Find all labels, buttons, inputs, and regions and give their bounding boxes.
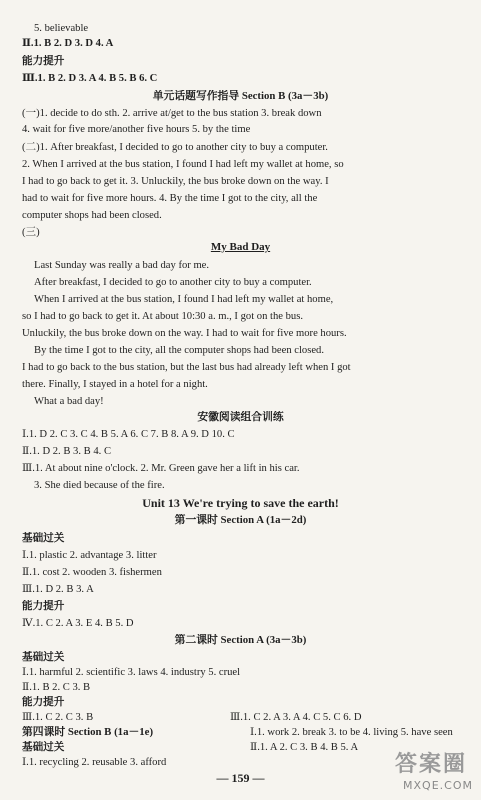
section-heading: 基础过关 [22, 652, 65, 663]
answer-line: Ⅲ.1. C 2. C 3. B [22, 712, 94, 723]
answer-line: Ⅳ.1. C 2. A 3. E 4. B 5. D [22, 618, 134, 629]
answer-line: (三) [22, 227, 40, 238]
essay-line: so I had to go back to get it. At about 10:30 a. m., I got on the bus. [22, 311, 303, 322]
answer-line: Ⅱ.1. B 2. D 3. D 4. A [22, 38, 114, 49]
essay-line: When I arrived at the bus station, I found I had left my wallet at home, [34, 294, 334, 305]
answer-line: 4. wait for five more/another five hours 5. by the time [22, 124, 251, 135]
section-heading: 基础过关 [22, 742, 65, 753]
answer-line: Ⅱ.1. D 2. B 3. B 4. C [22, 446, 112, 457]
answer-line: (二)1. After breakfast, I decided to go to another city to buy a computer. [22, 142, 328, 153]
answer-line: Ⅲ.1. B 2. D 3. A 4. B 5. B 6. C [22, 73, 158, 84]
answer-line: Ⅲ.1. At about nine o'clock. 2. Mr. Green gave her a lift in his car. [22, 463, 300, 474]
answer-line: Ⅱ.1. B 2. C 3. B [22, 682, 91, 693]
lesson-title: 第一课时 Section A (1a－2d) [174, 514, 307, 526]
page-number: — 159 — [216, 771, 265, 785]
lesson-title: 第二课时 Section A (3a－3b) [174, 634, 307, 646]
essay-line: By the time I got to the city, all the computer shops had been closed. [34, 345, 324, 356]
section-heading: 基础过关 [22, 533, 65, 544]
lesson-title: 第四课时 Section B (1a－1e) [22, 726, 154, 738]
section-heading: 能力提升 [22, 601, 65, 612]
answer-line: Ⅰ.1. D 2. C 3. C 4. B 5. A 6. C 7. B 8. A 9. D 10. C [22, 429, 235, 440]
watermark-url: MXQE.COM [403, 779, 473, 792]
essay-line: I had to go back to the bus station, but the last bus had already left when I got [22, 362, 351, 373]
section-title: 单元话题写作指导 Section B (3a－3b) [152, 90, 329, 102]
watermark-logo-text: 答案圈 [394, 752, 467, 777]
essay-title: My Bad Day [210, 241, 271, 253]
essay-line: Unluckily, the bus broke down on the way. I had to wait for five more hours. [22, 328, 347, 339]
answer-line: 3. She died because of the fire. [34, 480, 165, 491]
answer-line: Ⅲ.1. D 2. B 3. A [22, 584, 94, 595]
answer-line: (一)1. decide to do sth. 2. arrive at/get to the bus station 3. break down [22, 108, 322, 119]
answer-line: Ⅰ.1. plastic 2. advantage 3. litter [22, 550, 157, 561]
unit-title: Unit 13 We're trying to save the earth! [142, 497, 339, 510]
essay-line: What a bad day! [34, 396, 104, 407]
section-heading: 能力提升 [22, 56, 65, 67]
essay-line: Last Sunday was really a bad day for me. [34, 260, 210, 271]
answer-line: Ⅰ.1. harmful 2. scientific 3. laws 4. industry 5. cruel [22, 667, 241, 678]
answer-line: Ⅲ.1. C 2. A 3. A 4. C 5. C 6. D [230, 712, 362, 723]
essay-line: After breakfast, I decided to go to another city to buy a computer. [34, 277, 312, 288]
answer-line: I had to go back to get it. 3. Unluckily, the bus broke down on the way. I [22, 176, 329, 187]
answer-line: had to wait for five more hours. 4. By the time I got to the city, all the [22, 193, 318, 204]
section-title: 安徽阅读组合训练 [197, 411, 284, 423]
answer-line: Ⅰ.1. work 2. break 3. to be 4. living 5. have seen [250, 727, 453, 738]
answer-line: computer shops had been closed. [22, 210, 162, 221]
answer-line: 5. believable [34, 23, 89, 34]
answer-line: Ⅱ.1. A 2. C 3. B 4. B 5. A [250, 742, 359, 753]
answer-line: Ⅰ.1. recycling 2. reusable 3. afford [22, 757, 167, 768]
essay-line: there. Finally, I stayed in a hotel for a night. [22, 379, 208, 390]
answer-line: Ⅱ.1. cost 2. wooden 3. fishermen [22, 567, 162, 578]
section-heading: 能力提升 [22, 697, 65, 708]
answer-line: 2. When I arrived at the bus station, I found I had left my wallet at home, so [22, 159, 344, 170]
